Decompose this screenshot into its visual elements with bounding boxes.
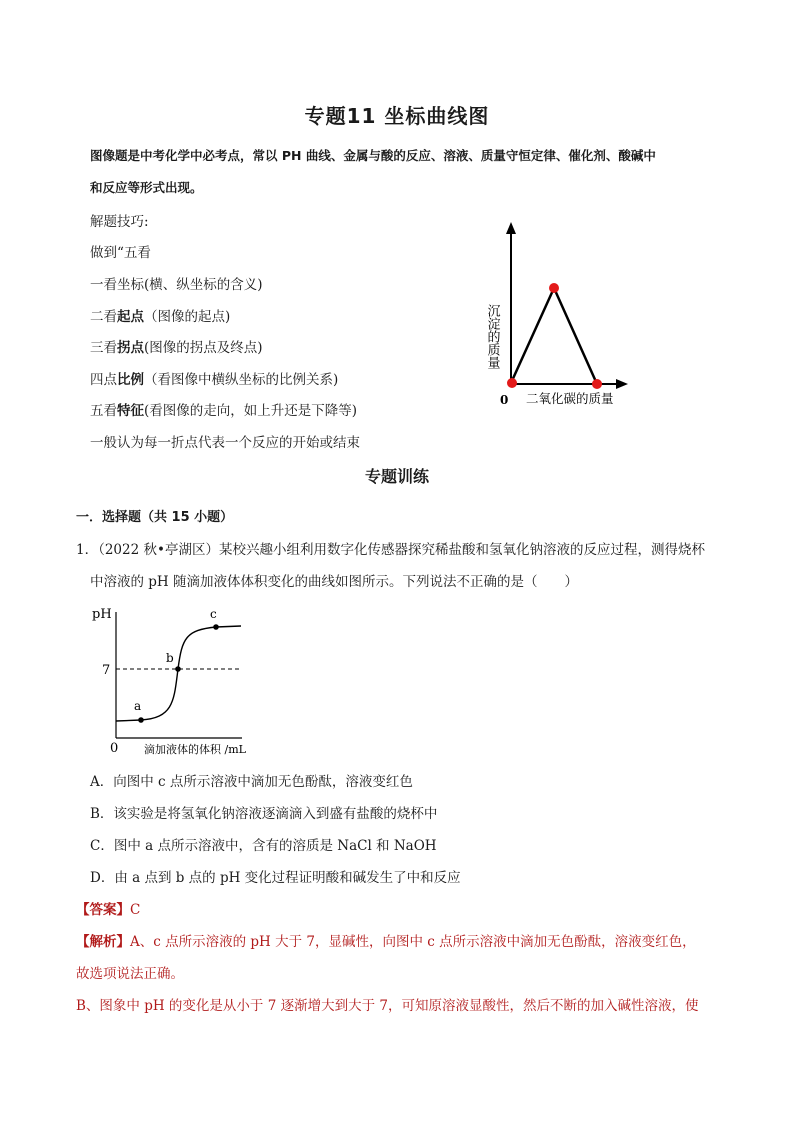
tip-4-post: （看图像中横纵坐标的比例关系): [144, 372, 339, 388]
tips-five: 做到“五看: [90, 245, 151, 261]
tip-2-key: 起点: [117, 309, 144, 325]
precipitate-diagram: [470, 218, 640, 413]
question-1-text-1: （2022 秋•亭湖区）某校兴趣小组利用数字化传感器探究稀盐酸和氢氧化钠溶液的反应过程，测得烧杯: [98, 542, 705, 558]
analysis-line-2: 故选项说法正确。: [76, 966, 184, 982]
intro-line-2: 和反应等形式出现。: [90, 180, 203, 195]
tip-2-pre: 二看: [90, 309, 117, 325]
tip-4-key: 比例: [117, 372, 144, 388]
y-axis-label: 沉淀的质量: [484, 304, 500, 369]
point-a: [138, 717, 144, 723]
end-point: [592, 379, 602, 389]
tip-line-2: [90, 305, 230, 325]
triangle-curve: [511, 288, 597, 384]
point-b-label: b: [166, 651, 174, 665]
point-b: [175, 666, 181, 672]
point-a-label: a: [134, 699, 142, 713]
peak-point: [549, 283, 559, 293]
section-title: 专题训练: [364, 467, 429, 486]
question-1-line-1: [76, 538, 705, 558]
ph-x-axis-label: 滴加液体的体积 /mL: [144, 743, 246, 756]
tips-heading: 解题技巧:: [90, 214, 149, 230]
ph-curve-chart: [86, 600, 276, 760]
tip-3-key: 拐点: [117, 340, 144, 356]
tip-3-pre: 三看: [90, 340, 117, 356]
tip-1-post: (横、纵坐标的含义): [144, 277, 263, 293]
intro-line-1: 图像题是中考化学中必考点，常以 PH 曲线、金属与酸的反应、溶液、质量守恒定律、催化剂、酸碱中: [90, 148, 656, 163]
option-c: C．图中 a 点所示溶液中，含有的溶质是 NaCl 和 NaOH: [90, 838, 437, 854]
x-axis-arrow-icon: [616, 379, 628, 389]
analysis-label: 【解析】: [76, 934, 130, 950]
tip-5-post: (看图像的走向，如上升还是下降等): [144, 403, 358, 419]
tip-line-6: 一般认为每一折点代表一个反应的开始或结束: [90, 435, 360, 451]
tip-line-4: [90, 368, 338, 388]
analysis-line-1: [76, 930, 696, 950]
tip-2-post: （图像的起点): [144, 309, 231, 325]
answer-label: 【答案】: [76, 902, 130, 918]
analysis-line-3: B、图象中 pH 的变化是从小于 7 逐渐增大到大于 7，可知原溶液显酸性，然后不断的加入碱性溶液，使: [76, 998, 699, 1014]
tip-1-pre: 一看: [90, 277, 117, 293]
tip-3-post: (图像的拐点及终点): [144, 340, 263, 356]
ph-origin-label: 0: [110, 741, 119, 756]
start-point: [507, 378, 517, 388]
answer-value: C: [130, 902, 141, 918]
question-number: 1．: [76, 542, 99, 558]
tip-line-3: [90, 336, 263, 356]
tip-line-1: [90, 273, 263, 293]
tip-5-key: 特征: [117, 403, 144, 419]
answer-line: [76, 898, 140, 918]
ph-axis-label: pH: [92, 607, 112, 622]
tip-5-pre: 五看: [90, 403, 117, 419]
page-title: 专题11 坐标曲线图: [304, 104, 490, 128]
option-d: D．由 a 点到 b 点的 pH 变化过程证明酸和碱发生了中和反应: [90, 870, 461, 886]
origin-label: 0: [500, 393, 509, 407]
ph-tick-7: 7: [102, 663, 111, 678]
option-b: B．该实验是将氢氧化钠溶液逐滴滴入到盛有盐酸的烧杯中: [90, 806, 438, 822]
option-a: A．向图中 c 点所示溶液中滴加无色酚酞，溶液变红色: [90, 774, 413, 790]
point-c: [213, 624, 219, 630]
point-c-label: c: [210, 607, 217, 621]
analysis-text-1: A、c 点所示溶液的 pH 大于 7，显碱性，向图中 c 点所示溶液中滴加无色酚酞，溶液变红色，: [130, 934, 696, 950]
tip-1-key: 坐标: [117, 277, 144, 293]
tip-line-5: [90, 399, 357, 419]
question-1-line-2: 中溶液的 pH 随滴加液体体积变化的曲线如图所示。下列说法不正确的是（ ）: [90, 574, 578, 590]
tip-4-pre: 四点: [90, 372, 117, 388]
section-subhead: 一．选择题（共 15 小题）: [76, 510, 234, 525]
x-axis-label: 二氧化碳的质量: [526, 391, 614, 406]
y-axis-arrow-icon: [506, 222, 516, 234]
